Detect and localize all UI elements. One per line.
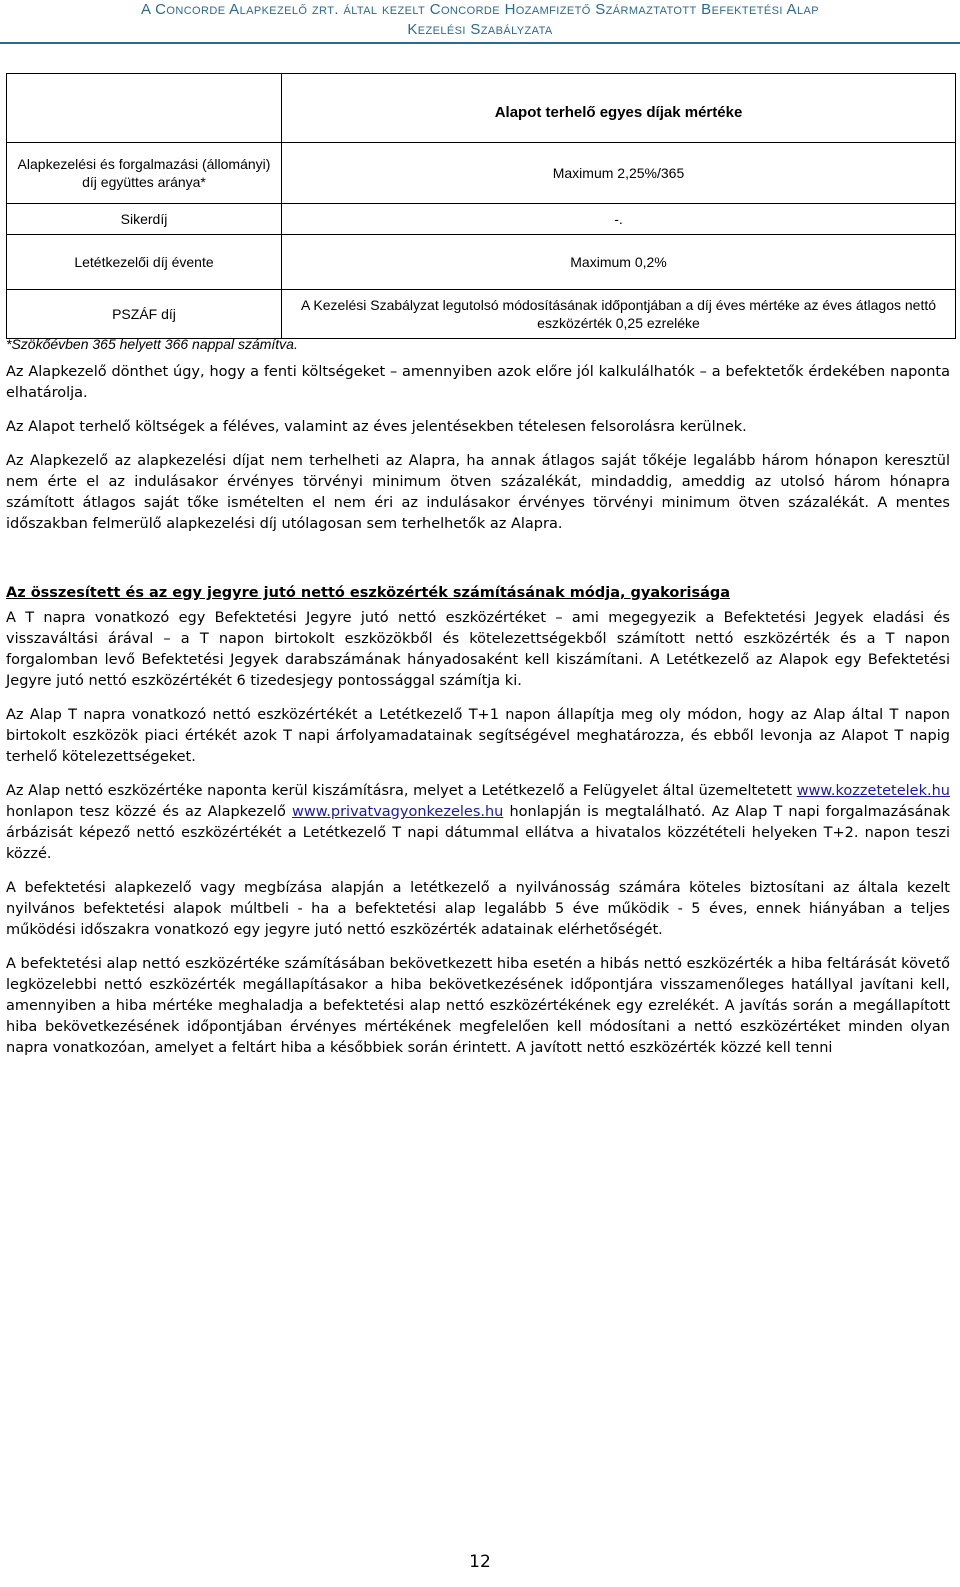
paragraph: A befektetési alap nettó eszközértéke számításában bekövetkezett hiba esetén a hibás nettó eszközérték a hiba feltárását követő legközelebbi nettó eszközérték megállapításakor a hiba bekövetkezésének időpontjára visszamenőleges hatállyal javítani kell, amennyiben a hiba mértéke meghaladja a befektetési alap nettó eszközértékének egy ezrelékét. A javítás során a megállapított hiba bekövetkezésének időpontjában érvényes mértékének megfelelően kell módosítani a nettó eszközértéket minden olyan napra vonatkozóan, amelyet a feltárt hiba a későbbiek során érintett. A javított nettó eszközérték közzé kell tenni bbox=[6, 956, 950, 1056]
fee-table-title: Alapot terhelő egyes díjak mértéke bbox=[282, 74, 956, 143]
table-row bbox=[7, 204, 956, 235]
paragraph-text: Az Alap nettó eszközértéke naponta kerül kiszámításra, melyet a Letétkezelő a Felügyelet által üzemeltetett bbox=[6, 783, 793, 799]
table-footnote: *Szökőévben 365 helyett 366 nappal számítva. bbox=[6, 336, 298, 352]
fee-label: Sikerdíj bbox=[7, 204, 282, 235]
header-line-1: A Concorde Alapkezelő zrt. által kezelt Concorde Hozamfizető Származtatott Befektetési Alap bbox=[141, 1, 819, 18]
document-body bbox=[6, 362, 950, 1072]
paragraph: Az Alapkezelő az alapkezelési díjat nem terhelheti az Alapra, ha annak átlagos saját tőkéje legalább három hónapon keresztül nem érte el az indulásakor érvényes törvényi minimum ötven százalékát, mindaddig, ameddig az utolsó három hónapra számított átlagos saját tőke ismételten el nem éri az indulásakor érvényes törvényi minimum ötven százalékát. A mentes időszakban felmerülő alapkezelési díj utólagosan sem terhelhetők az Alapra. bbox=[6, 453, 950, 532]
paragraph: A T napra vonatkozó egy Befektetési Jegyre jutó nettó eszközértéket – ami megegyezik a Befektetési Jegyek eladási és visszaváltási árával – a T napon birtokolt eszközökből és kötelezettségekből számított nettó eszközérték és a T napon forgalomban levő Befektetési Jegyek darabszámának hányadosaként kell kiszámítani. A Letétkezelő az Alapok egy Befektetési Jegyre jutó nettó eszközértékét 6 tizedesjegy pontossággal számítja ki. bbox=[6, 610, 950, 689]
privatvagyonkezeles-link[interactable]: www.privatvagyonkezeles.hu bbox=[292, 804, 504, 820]
document-header bbox=[0, 0, 960, 42]
paragraph-text: honlapján is megtalálható. Az Alap T napi forgalmazásának árbázisát képező nettó eszközértékét a Letétkezelő T napi dátummal ellátva a hivatalos közzétételi helyeken T+2. napon teszi közzé. bbox=[6, 804, 951, 862]
fee-value: Maximum 2,25%/365 bbox=[282, 143, 956, 204]
table-row bbox=[7, 290, 956, 339]
kozzetetelek-link[interactable]: www.kozzetetelek.hu bbox=[796, 783, 950, 799]
paragraph-text: honlapon tesz közzé és az Alapkezelő bbox=[6, 804, 286, 820]
fee-value: A Kezelési Szabályzat legutolsó módosításának időpontjában a díj éves mértéke az éves átlagos nettó eszközérték 0,25 ezreléke bbox=[282, 290, 956, 339]
fee-value: Maximum 0,2% bbox=[282, 235, 956, 290]
fee-table bbox=[6, 73, 956, 339]
fee-table-header-row bbox=[7, 74, 956, 143]
fee-table-header-empty bbox=[7, 74, 282, 143]
paragraph: Az Alapot terhelő költségek a féléves, valamint az éves jelentésekben tételesen felsorolásra kerülnek. bbox=[6, 419, 747, 435]
fee-label: Letétkezelői díj évente bbox=[7, 235, 282, 290]
paragraph: Az Alapkezelő dönthet úgy, hogy a fenti költségeket – amennyiben azok előre jól kalkulálhatók – a befektetők érdekében naponta elhatárolja. bbox=[6, 364, 950, 401]
header-divider bbox=[0, 42, 960, 44]
paragraph: A befektetési alapkezelő vagy megbízása alapján a letétkezelő a nyilvánosság számára köteles biztosítani az általa kezelt nyilvános befektetési alapok múltbeli - ha a befektetési alap legalább 5 éve működik - 5 éves, ennek hiányában a teljes működési időszakra vonatkozó egy jegyre jutó nettó eszközérték adatainak elérhetőségét. bbox=[6, 880, 950, 938]
section-heading: Az összesített és az egy jegyre jutó nettó eszközérték számításának módja, gyakorisága bbox=[6, 585, 731, 601]
table-row bbox=[7, 143, 956, 204]
header-line-2: Kezelési Szabályzata bbox=[407, 21, 553, 38]
table-row bbox=[7, 235, 956, 290]
fee-label: Alapkezelési és forgalmazási (állományi) díj együttes aránya* bbox=[7, 143, 282, 204]
paragraph: Az Alap T napra vonatkozó nettó eszközértékét a Letétkezelő T+1 napon állapítja meg oly módon, hogy az Alap által T napon birtokolt eszközök piaci értékét azok T napi árfolyamadatainak segítségével meghatározza, és ebből levonja az Alapot T napig terhelő kötelezettségeket. bbox=[6, 707, 950, 765]
paragraph-with-links bbox=[6, 781, 950, 865]
fee-value: -. bbox=[282, 204, 956, 235]
fee-label: PSZÁF díj bbox=[7, 290, 282, 339]
page-number: 12 bbox=[469, 1552, 491, 1572]
